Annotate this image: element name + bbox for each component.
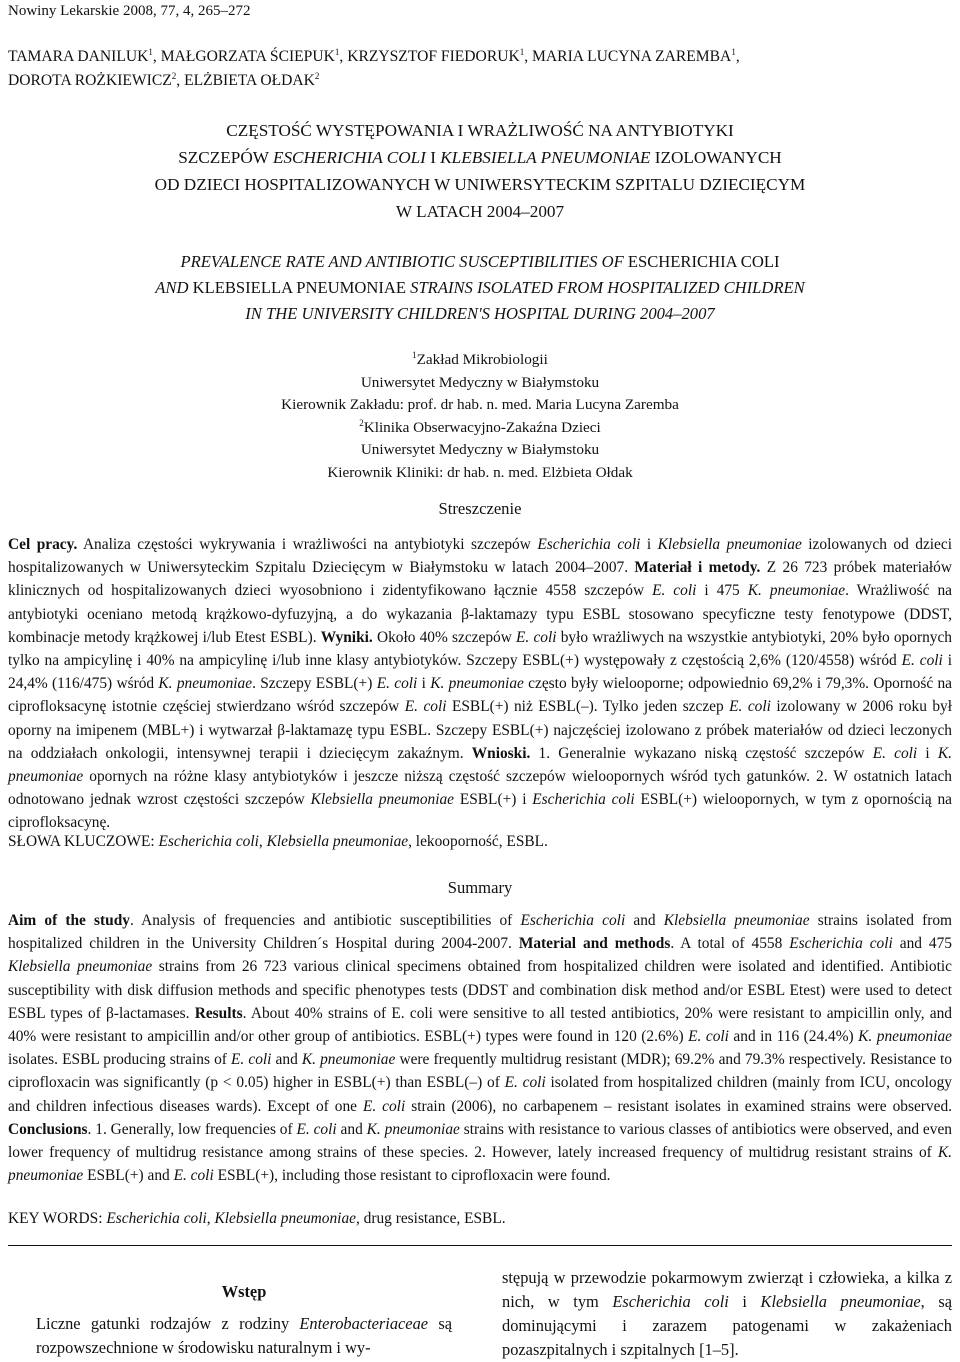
summary-body bbox=[8, 909, 952, 1187]
streszczenie-run: E. coli bbox=[404, 698, 447, 716]
author-name: KRZYSZTOF FIEDORUK bbox=[347, 48, 520, 65]
summary-run: K. pneumoniae bbox=[8, 1144, 952, 1185]
title-pl-line-run: I bbox=[425, 148, 441, 167]
summary-run: Results bbox=[194, 1004, 243, 1022]
title-pl-line bbox=[0, 144, 960, 171]
streszczenie-run: 1. Generalnie wykazano niską częstość szczepów bbox=[530, 744, 873, 762]
wstep-right-run: stępują w przewodzie pokarmowym zwierząt i człowieka, a kilka z nich, w tym bbox=[502, 1268, 952, 1311]
summary-run: Klebsiella pneumoniae bbox=[663, 912, 810, 929]
wstep-right-run: Klebsiella pneumoniae bbox=[760, 1292, 921, 1311]
streszczenie-run: Wnioski. bbox=[471, 744, 531, 762]
streszczenie-run: Klebsiella pneumoniae bbox=[657, 536, 802, 553]
summary-run: E. coli bbox=[688, 1028, 729, 1046]
summary-run: Escherichia coli bbox=[789, 935, 893, 953]
summary-run: ESBL(+), including those resistant to ciprofloxacin were found. bbox=[213, 1167, 611, 1185]
summary-run: E. coli bbox=[362, 1097, 406, 1115]
author-list bbox=[8, 45, 952, 93]
author-separator: , bbox=[339, 48, 348, 65]
author-name: MAŁGORZATA ŚCIEPUK bbox=[160, 48, 335, 65]
summary-run: Material and methods bbox=[518, 935, 671, 953]
wstep-left-column bbox=[36, 1280, 452, 1360]
author-separator: , bbox=[735, 48, 740, 65]
summary-run: isolated from hospitalized children (mainly from ICU, oncology and children infectious diseases wards). Except of one bbox=[8, 1074, 952, 1115]
key-words-run: Klebsiella pneumoniae bbox=[214, 1210, 356, 1227]
streszczenie-run: ESBL(+) niż ESBL(–). Tylko jeden szczep bbox=[446, 698, 730, 716]
title-english bbox=[0, 249, 960, 327]
streszczenie-run: często były wielooporne; odpowiednio 69,2% i 79,3%. Oporność na ciprofloksacynę istotnie częściej stwierdzano wśród szczepów bbox=[8, 675, 953, 716]
streszczenie-run: i bbox=[417, 675, 431, 693]
summary-run: Aim of the study bbox=[8, 912, 130, 929]
title-pl-line-run: ESCHERICHIA COLI bbox=[272, 148, 426, 167]
author-name: TAMARA DANILUK bbox=[8, 48, 149, 65]
title-pl-line-run: IZOLOWANYCH bbox=[650, 148, 782, 167]
wstep-right-text bbox=[502, 1266, 952, 1362]
affiliation-text: Uniwersytet Medyczny w Białymstoku bbox=[360, 373, 600, 391]
wstep-left-text bbox=[36, 1312, 452, 1360]
title-en-line-run: AND bbox=[155, 278, 189, 297]
title-pl-line-run: OD DZIECI HOSPITALIZOWANYCH W UNIWERSYTECKIM SZPITALU DZIECIĘCYM bbox=[154, 175, 806, 194]
streszczenie-run: E. coli bbox=[901, 652, 943, 670]
key-words-run: Escherichia coli bbox=[106, 1210, 207, 1227]
title-en-line-run: KLEBSIELLA PNEUMONIAE bbox=[188, 278, 411, 297]
summary-run: Klebsiella pneumoniae bbox=[8, 958, 153, 976]
streszczenie-run: Cel pracy. bbox=[8, 536, 78, 553]
streszczenie-run: Materiał i metody. bbox=[634, 559, 761, 577]
summary-run: E. coli bbox=[296, 1120, 337, 1138]
streszczenie-run: i 475 bbox=[696, 582, 748, 600]
slowa-kluczowe bbox=[8, 830, 952, 853]
affiliation-text: Klinika Obserwacyjno-Zakaźna Dzieci bbox=[363, 418, 601, 436]
summary-run: E. coli bbox=[173, 1167, 214, 1185]
streszczenie-run: Analiza częstości wykrywania i wrażliwości na antybiotyki szczepów bbox=[77, 536, 538, 553]
slowa-kluczowe-run: Escherichia coli bbox=[158, 833, 259, 850]
streszczenie-run: Wyniki. bbox=[320, 628, 373, 646]
streszczenie-run: K. pneumoniae bbox=[430, 675, 524, 693]
title-en-line bbox=[0, 249, 960, 275]
summary-run: . A total of 4558 bbox=[670, 935, 790, 953]
slowa-kluczowe-run: , bbox=[258, 833, 267, 850]
streszczenie-body bbox=[8, 533, 952, 835]
summary-run: . About 40% strains of E. coli were sensitive to all tested antibiotics, 20% were resistant to ampicillin only, and 40% were resistant to ampicillin and/or other group of antibiotics. ESBL(+) types were found in 120 (2.6%) bbox=[8, 1004, 953, 1046]
streszczenie-run: Escherichia coli bbox=[537, 536, 641, 553]
title-pl-line bbox=[0, 198, 960, 225]
affiliation-line bbox=[0, 372, 960, 395]
key-words bbox=[8, 1207, 952, 1230]
streszczenie-run: E. coli bbox=[516, 628, 557, 646]
affiliation-line bbox=[0, 439, 960, 462]
streszczenie-run: E. coli bbox=[652, 582, 697, 600]
title-pl-line-run: KLEBSIELLA PNEUMONIAE bbox=[440, 148, 651, 167]
wstep-left-run: Enterobacteriaceae bbox=[299, 1314, 429, 1333]
wstep-right-run: , są dominującymi i zarazem patogenami w zakażeniach pozaszpitalnych i szpitalnych [1–5]. bbox=[502, 1292, 952, 1359]
title-en-line-run: STRAINS ISOLATED FROM HOSPITALIZED CHILDREN bbox=[410, 278, 805, 297]
affiliation-text: Kierownik Zakładu: prof. dr hab. n. med. Maria Lucyna Zaremba bbox=[281, 396, 679, 413]
summary-run: Conclusions bbox=[8, 1120, 88, 1138]
summary-run: E. coli bbox=[504, 1074, 546, 1092]
affiliation-line bbox=[0, 462, 960, 485]
title-en-line bbox=[0, 275, 960, 301]
title-polish bbox=[0, 117, 960, 225]
affiliation-marker: 1 bbox=[412, 349, 417, 360]
streszczenie-run: K. pneumoniae bbox=[158, 675, 253, 693]
title-pl-line-run: W LATACH 2004–2007 bbox=[395, 202, 565, 221]
summary-run: and bbox=[625, 912, 664, 929]
summary-run: and bbox=[336, 1120, 367, 1138]
author-name: ELŻBIETA OŁDAK bbox=[184, 72, 315, 89]
wstep-right-column bbox=[502, 1266, 952, 1362]
summary-run: Escherichia coli bbox=[520, 912, 626, 929]
streszczenie-run: było wrażliwych na wszystkie antybiotyki, 20% było opornych tylko na ampicylinę i 40% na ampicylinę i/lub inne klasy antybiotyków. Szczepy ESBL(+) występowały z częstością 2,6% (120/4558) wśród bbox=[8, 628, 952, 670]
streszczenie-run: Około 40% szczepów bbox=[372, 628, 517, 646]
journal-citation: Nowiny Lekarskie 2008, 77, 4, 265–272 bbox=[8, 3, 251, 19]
summary-run: isolates. ESBL producing strains of bbox=[8, 1051, 232, 1069]
key-words-run: , drug resistance, ESBL. bbox=[355, 1210, 506, 1227]
summary-run: ESBL(+) and bbox=[83, 1167, 174, 1185]
streszczenie-run: E. coli bbox=[376, 675, 418, 693]
title-pl-line-run: CZĘSTOŚĆ WYSTĘPOWANIA I WRAŻLIWOŚĆ NA ANTYBIOTYKI bbox=[226, 121, 734, 140]
affiliation-text: Kierownik Kliniki: dr hab. n. med. Elżbieta Ołdak bbox=[327, 463, 633, 481]
streszczenie-run: Klebsiella pneumoniae bbox=[310, 791, 455, 809]
summary-run: strains from 26 723 various clinical specimens obtained from hospitalized children were isolated and identified. Antibiotic susceptibility with disk diffusion methods and specific phenotypes tests (DDST and combination disk method and/or ESBL Etest) were used to detect ESBL types of β-lactamases. bbox=[8, 958, 953, 1022]
streszczenie-run: i 24,4% (116/475) wśród bbox=[8, 652, 952, 693]
wstep-heading: Wstęp bbox=[221, 1282, 267, 1301]
streszczenie-run: . Szczepy ESBL(+) bbox=[252, 675, 377, 693]
author-affiliation-marker: 2 bbox=[314, 70, 320, 81]
wstep-left-run: są rozpowszechnione w środowisku naturalnym i wy- bbox=[36, 1314, 452, 1357]
streszczenie-run: Escherichia coli bbox=[532, 791, 635, 809]
summary-run: were frequently multidrug resistant (MDR); 69.2% and 79.3% respectively. Resistance to ciprofloxacin was significantly (p < 0.05) higher in ESBL(+) than ESBL(–) of bbox=[8, 1051, 952, 1092]
summary-run: . 1. Generally, low frequencies of bbox=[87, 1120, 297, 1138]
streszczenie-run: ESBL(+) wieloopornych, w tym z opornością na ciprofloksacynę. bbox=[8, 791, 953, 832]
affiliation-text: Uniwersytet Medyczny w Białymstoku bbox=[360, 441, 600, 458]
summary-run: E. coli bbox=[231, 1051, 272, 1069]
streszczenie-heading: Streszczenie bbox=[438, 499, 522, 518]
affiliation-line bbox=[0, 417, 960, 440]
title-pl-line bbox=[0, 117, 960, 144]
title-en-line-run: ESCHERICHIA COLI bbox=[623, 252, 780, 271]
summary-run: strains with resistance to various classes of antibiotics were observed, and even lower frequency of multidrug resistance among strains of these species. 2. However, lately increased frequency of multidrug resistant strains of bbox=[8, 1120, 952, 1162]
affiliations bbox=[0, 349, 960, 484]
affiliation-line bbox=[0, 394, 960, 417]
slowa-kluczowe-run: SŁOWA KLUCZOWE: bbox=[8, 833, 159, 850]
key-words-run: KEY WORDS: bbox=[8, 1210, 107, 1227]
title-pl-line bbox=[0, 171, 960, 198]
author-affiliation-marker: 2 bbox=[171, 70, 177, 81]
slowa-kluczowe-run: Klebsiella pneumoniae bbox=[266, 833, 409, 850]
streszczenie-run: izolowanych od dzieci hospitalizowanych w Uniwersyteckim Szpitalu Dziecięcym w Białymstoku w latach 2004–2007. bbox=[8, 536, 952, 577]
summary-run: and in 116 (24.4%) bbox=[728, 1028, 859, 1046]
title-en-line-run: IN THE UNIVERSITY CHILDREN'S HOSPITAL DURING 2004–2007 bbox=[245, 304, 715, 323]
summary-heading: Summary bbox=[447, 878, 513, 897]
title-pl-line-run: SZCZEPÓW bbox=[178, 148, 273, 167]
summary-run: K. pneumoniae bbox=[366, 1120, 460, 1138]
streszczenie-run: izolowany w 2006 roku był oporny na imipenem (MBL+) i wytwarzał β-laktamazę typu ESBL. Szczepy ESBL(+) najczęściej izolowano z próbek materiałów od dzieci leczonych na oddziałach onkologii, intensywnej terapii i dziecięcym zakaźnym. bbox=[8, 698, 953, 762]
summary-run: K. pneumoniae bbox=[301, 1051, 396, 1069]
streszczenie-run: ESBL(+) i bbox=[454, 791, 533, 809]
wstep-left-run: Liczne gatunki rodzajów z rodziny bbox=[36, 1314, 300, 1333]
wstep-right-run: Escherichia coli bbox=[612, 1292, 729, 1311]
summary-run: strain (2006), no carbapenem – resistant isolates in examined strains were observed. bbox=[405, 1097, 952, 1115]
summary-run: and 475 bbox=[892, 935, 952, 953]
key-words-run: , bbox=[206, 1210, 215, 1227]
author-affiliation-marker: 1 bbox=[148, 46, 153, 57]
author-name: DOROTA ROŻKIEWICZ bbox=[8, 72, 172, 89]
streszczenie-run: i bbox=[640, 536, 658, 553]
title-en-line-run: PREVALENCE RATE AND ANTIBIOTIC SUSCEPTIBILITIES OF bbox=[180, 252, 624, 271]
summary-run: and bbox=[271, 1051, 302, 1069]
streszczenie-run: . Wrażliwość na antybiotyki oceniano metodą krążkowo-dyfuzyjną, a do wykazania β-laktamazy typu ESBL stosowano specyficzne testy fenotypowe (DDST, kombinacje metody krążkowej i/lub Etest ESBL). bbox=[8, 582, 953, 646]
author-separator: , bbox=[176, 72, 185, 89]
streszczenie-run: opornych na różne klasy antybiotyków i jeszcze niższą częstość szczepów wieloopornych wśród tych gatunków. 2. W ostatnich latach odnotowano jednak wzrost częstości szczepów bbox=[8, 768, 952, 809]
streszczenie-run: E. coli bbox=[872, 744, 918, 762]
affiliation-marker: 2 bbox=[359, 417, 364, 428]
author-affiliation-marker: 1 bbox=[334, 46, 340, 57]
affiliation-text: Zakład Mikrobiologii bbox=[416, 351, 548, 368]
streszczenie-run: K. pneumoniae bbox=[8, 744, 952, 786]
author-affiliation-marker: 1 bbox=[731, 46, 736, 57]
affiliation-line bbox=[0, 349, 960, 372]
streszczenie-run: K. pneumoniae bbox=[747, 582, 846, 600]
author-separator: , bbox=[152, 48, 161, 65]
author-separator: , bbox=[524, 48, 533, 65]
streszczenie-run: i bbox=[917, 744, 938, 762]
slowa-kluczowe-run: , lekooporność, ESBL. bbox=[408, 833, 548, 850]
author-name: MARIA LUCYNA ZAREMBA bbox=[532, 48, 732, 65]
streszczenie-run: E. coli bbox=[729, 698, 771, 716]
wstep-right-run: i bbox=[728, 1292, 761, 1311]
title-en-line bbox=[0, 301, 960, 327]
summary-run: . Analysis of frequencies and antibiotic susceptibilities of bbox=[129, 912, 521, 929]
summary-run: K. pneumoniae bbox=[858, 1028, 952, 1046]
summary-run: strains isolated from hospitalized children in the University Children´s Hospital during 2004-2007. bbox=[8, 912, 953, 953]
author-affiliation-marker: 1 bbox=[519, 46, 525, 57]
streszczenie-run: Z 26 723 próbek materiałów klinicznych od hospitalizowanych dzieci wyosobniono i zidentyfikowano łącznie 4558 szczepów bbox=[8, 559, 952, 600]
section-divider bbox=[8, 1245, 952, 1246]
